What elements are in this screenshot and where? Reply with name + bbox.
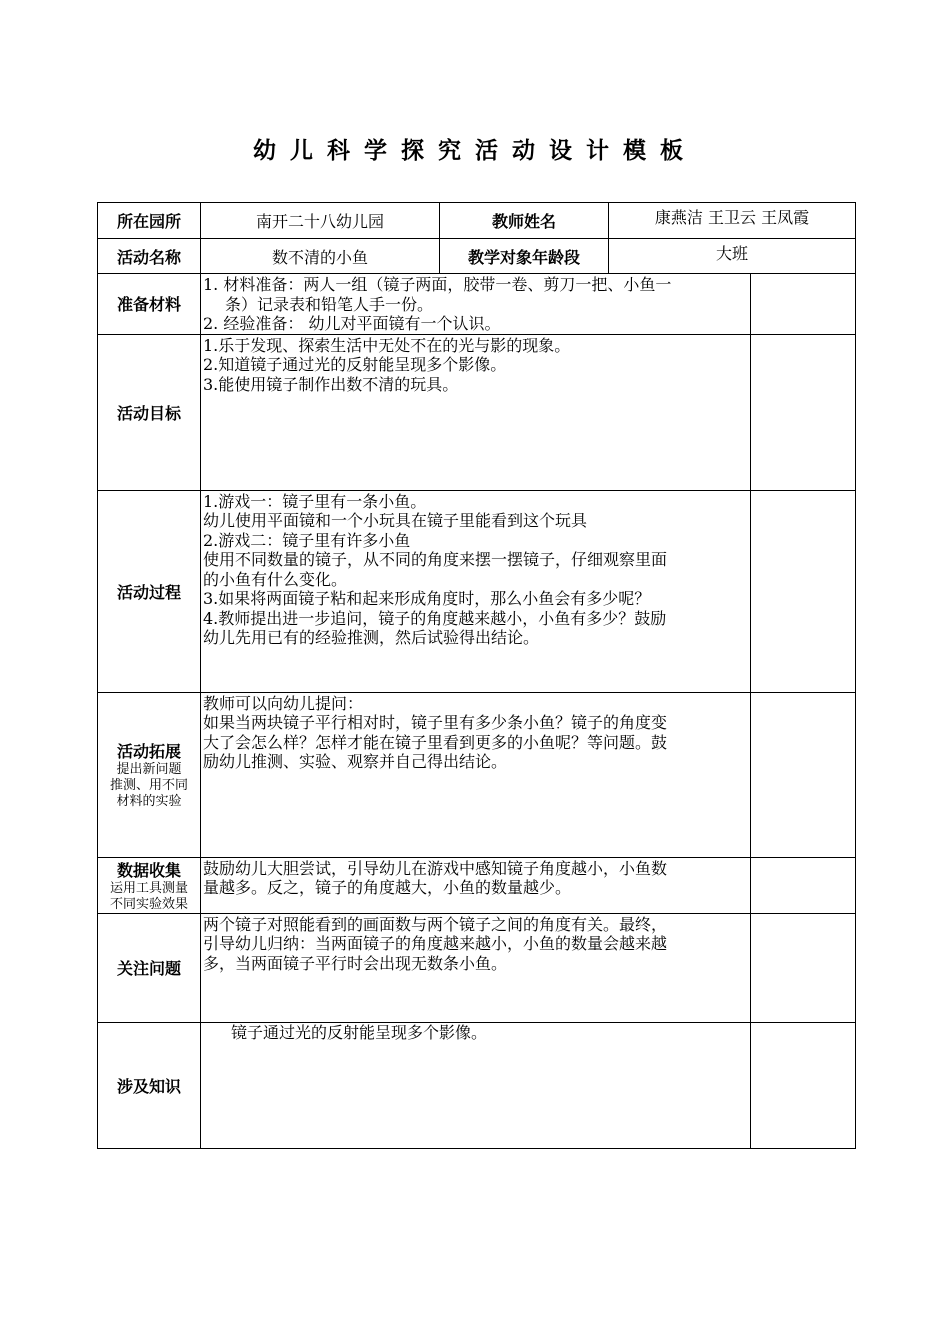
goals-line: 1.乐于发现、探索生活中无处不在的光与影的现象。 [203, 335, 571, 355]
data-collection-content [201, 857, 751, 913]
goals-line: 2.知道镜子通过光的反射能呈现多个影像。 [203, 355, 507, 374]
blank-cell [751, 274, 856, 335]
row-materials [98, 274, 856, 335]
process-line: 4.教师提出进一步追问，镜子的角度越来越小，小鱼有多少？鼓励 [203, 608, 667, 628]
process-line: 幼儿先用已有的经验推测，然后试验得出结论。 [203, 628, 540, 647]
row-kindergarten [98, 203, 856, 239]
process-line: 使用不同数量的镜子，从不同的角度来摆一摆镜子，仔细观察里面 [203, 550, 668, 569]
blank-cell [751, 1022, 856, 1148]
row-process [98, 490, 856, 692]
process-label: 活动过程 [98, 490, 201, 692]
knowledge-line: 镜子通过光的反射能呈现多个影像。 [231, 1022, 488, 1042]
focus-line: 引导幼儿归纳：当两面镜子的角度越来越小，小鱼的数量会越来越 [203, 934, 668, 953]
extension-line: 励幼儿推测、实验、观察并自己得出结论。 [203, 752, 508, 771]
extension-sub: 材料的实验 [116, 794, 182, 809]
page-title: 幼儿科学探究活动设计模板 [253, 138, 697, 164]
row-goals [98, 334, 856, 490]
process-line: 的小鱼有什么变化。 [203, 569, 348, 589]
teacher-label: 教师姓名 [440, 203, 609, 239]
data-collection-sub: 运用工具测量 [109, 880, 188, 896]
process-line: 2.游戏二：镜子里有许多小鱼 [203, 530, 411, 550]
process-content [201, 490, 751, 692]
data-collection-sub: 不同实验效果 [109, 896, 188, 912]
row-knowledge [98, 1022, 856, 1148]
row-focus [98, 913, 856, 1022]
process-line: 3.如果将两面镜子粘和起来形成角度时，那么小鱼会有多少呢？ [203, 589, 651, 608]
blank-cell [751, 692, 856, 857]
activity-name-label: 活动名称 [98, 239, 201, 274]
kindergarten-value: 南开二十八幼儿园 [201, 203, 440, 239]
blank-cell [751, 334, 856, 490]
goals-line: 3.能使用镜子制作出数不清的玩具。 [203, 374, 459, 394]
data-collection-label-cell [98, 857, 201, 913]
row-extension [98, 692, 856, 857]
materials-line: 条）记录表和铅笔人手一份。 [225, 294, 434, 314]
extension-sub: 提出新问题 [116, 762, 182, 777]
data-collection-line: 量越多。反之，镜子的角度越大，小鱼的数量越少。 [203, 878, 572, 897]
data-collection-line: 鼓励幼儿大胆尝试，引导幼儿在游戏中感知镜子角度越小，小鱼数 [203, 858, 668, 878]
focus-label: 关注问题 [98, 913, 201, 1022]
activity-name-value: 数不清的小鱼 [201, 239, 440, 274]
materials-content [201, 274, 751, 335]
knowledge-label: 涉及知识 [98, 1022, 201, 1148]
extension-line: 教师可以向幼儿提问： [203, 693, 364, 713]
blank-cell [751, 913, 856, 1022]
blank-cell [751, 857, 856, 913]
kindergarten-label: 所在园所 [98, 203, 201, 239]
teacher-value: 康燕洁 王卫云 王凤霞 [609, 203, 856, 239]
focus-content [201, 913, 751, 1022]
row-activity-name [98, 239, 856, 274]
focus-line: 两个镜子对照能看到的画面数与两个镜子之间的角度有关。最终， [203, 914, 668, 934]
age-group-value: 大班 [609, 239, 856, 274]
focus-line: 多，当两面镜子平行时会出现无数条小鱼。 [203, 953, 508, 973]
extension-label: 活动拓展 [116, 742, 181, 761]
extension-line: 如果当两块镜子平行相对时，镜子里有多少条小鱼？镜子的角度变 [203, 713, 668, 732]
blank-cell [751, 490, 856, 692]
age-group-label: 教学对象年龄段 [440, 239, 609, 274]
process-line: 1.游戏一：镜子里有一条小鱼。 [203, 491, 427, 511]
materials-label: 准备材料 [98, 274, 201, 335]
data-collection-label: 数据收集 [116, 860, 181, 880]
materials-line: 1. 材料准备：两人一组（镜子两面，胶带一卷、剪刀一把、小鱼一 [203, 275, 672, 294]
materials-line: 2. 经验准备： 幼儿对平面镜有一个认识。 [203, 314, 501, 333]
knowledge-content [201, 1022, 751, 1148]
extension-line: 大了会怎么样？怎样才能在镜子里看到更多的小鱼呢？等问题。鼓 [203, 732, 668, 752]
row-data-collection [98, 857, 856, 913]
goals-label: 活动目标 [98, 334, 201, 490]
extension-label-cell [98, 692, 201, 857]
extension-content [201, 692, 751, 857]
goals-content [201, 334, 751, 490]
activity-design-table [97, 202, 856, 1149]
process-line: 幼儿使用平面镜和一个小玩具在镜子里能看到这个玩具 [203, 511, 588, 530]
extension-sub: 推测、用不同 [109, 778, 188, 793]
